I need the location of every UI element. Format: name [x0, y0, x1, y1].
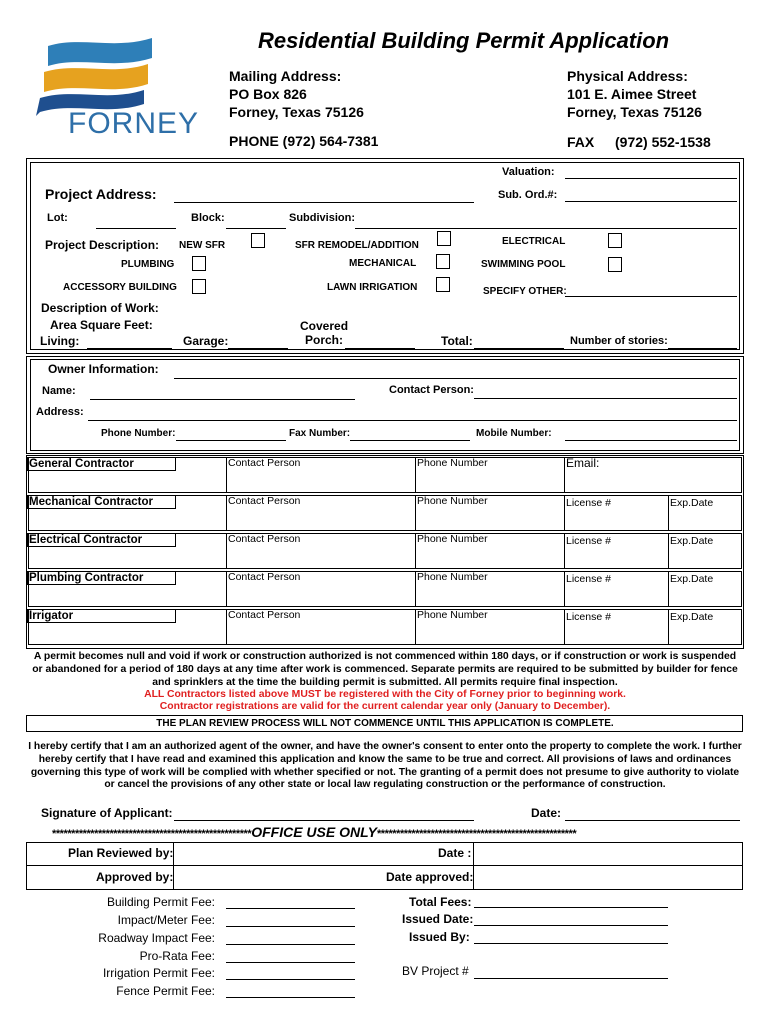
type-plumbing-label: PLUMBING — [121, 259, 175, 270]
area-sqft-label: Area Square Feet: — [50, 318, 153, 332]
sub-ord-label: Sub. Ord.#: — [498, 189, 558, 201]
fee-label: Impact/Meter Fee: — [117, 913, 215, 927]
fee-field[interactable] — [226, 997, 355, 998]
phone-number-label: Phone Number — [417, 457, 488, 469]
project-address-label: Project Address: — [45, 186, 157, 202]
owner-address-field[interactable] — [88, 420, 737, 421]
type-electrical-label: ELECTRICAL — [502, 236, 566, 247]
fee-label: Pro-Rata Fee: — [139, 949, 215, 963]
forney-logo — [30, 30, 215, 145]
issued-by-field[interactable] — [474, 943, 668, 944]
bv-project-field[interactable] — [474, 978, 668, 979]
total-fees-field[interactable] — [474, 907, 668, 908]
contact-person-label: Contact Person — [228, 609, 301, 621]
total-fees-label: Total Fees: — [409, 895, 472, 909]
page-title: Residential Building Permit Application — [258, 28, 670, 53]
type-lawn-irrigation-label: LAWN IRRIGATION — [327, 282, 418, 293]
plan-reviewed-label: Plan Reviewed by: — [68, 846, 174, 860]
lot-field[interactable] — [96, 228, 176, 229]
owner-mobile-label: Mobile Number: — [476, 428, 552, 439]
flag-icon — [36, 38, 152, 116]
fax-number: (972) 552-1538 — [615, 134, 711, 150]
type-mechanical-label: MECHANICAL — [349, 258, 417, 269]
exp-date-label: Exp.Date — [670, 535, 714, 547]
subdivision-label: Subdivision: — [289, 212, 355, 224]
date-approved-label: Date approved: — [386, 870, 474, 884]
phone-number-label: Phone Number — [417, 533, 488, 545]
office-table-divider — [26, 865, 743, 866]
fee-label: Fence Permit Fee: — [116, 984, 215, 998]
approved-label: Approved by: — [96, 870, 174, 884]
owner-contact-field[interactable] — [474, 398, 737, 399]
exp-date-label: Exp.Date — [670, 497, 714, 509]
null-void-notice: A permit becomes null and void if work or construction authorized is not commenced within 180 days, or if construction or work is suspended or abandoned for a period of 180 days at any time after work is commenced. Separate permits are required to be submitted by builder for fence and sprinklers at the time the building permit is submitted. All permits require final inspection. — [32, 651, 738, 688]
license-label: License # — [566, 497, 611, 509]
phone-number: PHONE (972) 564-7381 — [229, 133, 379, 149]
fee-label: Roadway Impact Fee: — [98, 931, 215, 945]
plan-review-notice: THE PLAN REVIEW PROCESS WILL NOT COMMENCE UNTIL THIS APPLICATION IS COMPLETE. — [156, 718, 614, 729]
contractor-type-label: Electrical Contractor — [27, 533, 176, 547]
issued-date-label: Issued Date: — [402, 912, 474, 926]
plumbing-checkbox[interactable] — [192, 256, 206, 271]
contractor-type-label: General Contractor — [27, 457, 176, 471]
owner-phone-label: Phone Number: — [101, 428, 176, 439]
office-banner-stars-right: **************************************************** — [376, 828, 577, 840]
type-specify-other-label: SPECIFY OTHER: — [483, 286, 567, 297]
fax-label: FAX — [567, 134, 595, 150]
contractor-type-label: Irrigator — [27, 609, 176, 623]
stories-label: Number of stories: — [570, 335, 668, 347]
contact-person-label: Contact Person — [228, 533, 301, 545]
physical-line2: Forney, Texas 75126 — [567, 104, 702, 120]
issued-date-field[interactable] — [474, 925, 668, 926]
owner-heading: Owner Information: — [48, 362, 159, 376]
accessory-checkbox[interactable] — [192, 279, 206, 294]
lawn-irrigation-checkbox[interactable] — [436, 277, 450, 292]
sub-ord-field[interactable] — [565, 201, 737, 202]
license-label: License # — [566, 611, 611, 623]
porch-label: Porch: — [305, 333, 344, 347]
logo-text: FORNEY — [68, 107, 200, 140]
work-description-label: Description of Work: — [41, 301, 159, 315]
valuation-field[interactable] — [565, 178, 737, 179]
type-swimming-pool-label: SWIMMING POOL — [481, 259, 566, 270]
block-field[interactable] — [226, 228, 286, 229]
owner-contact-label: Contact Person: — [389, 384, 474, 396]
email-label: Email: — [566, 456, 600, 470]
fee-field[interactable] — [226, 979, 355, 980]
fee-field[interactable] — [226, 926, 355, 927]
signature-label: Signature of Applicant: — [41, 806, 173, 820]
fee-label: Building Permit Fee: — [106, 895, 215, 909]
bv-project-label: BV Project # — [402, 964, 469, 978]
certification-text: I hereby certify that I am an authorized agent of the owner, and have the owner's consent to enter onto the property to complete the work. I further hereby certify that I have read and examined this application and know the same to be true and correct. All provisions of laws and ordinances governing this type of work will be complied with whether specified or not. The granting of a permit does not presume to give authority to violate or cancel the provisions of any other state or local law regulating construction or the performance of construction. — [28, 741, 742, 791]
specify-other-field[interactable] — [565, 296, 737, 297]
signature-field[interactable] — [174, 820, 474, 821]
project-address-field[interactable] — [174, 202, 474, 203]
owner-address-label: Address: — [36, 406, 84, 418]
mailing-line2: Forney, Texas 75126 — [229, 104, 364, 120]
contractor-type-label: Mechanical Contractor — [27, 495, 176, 509]
owner-fax-field[interactable] — [350, 440, 470, 441]
stories-field[interactable] — [668, 348, 737, 349]
type-new-sfr-label: NEW SFR — [179, 240, 226, 251]
exp-date-label: Exp.Date — [670, 573, 714, 585]
office-banner-text: OFFICE USE ONLY — [251, 824, 377, 840]
sfr-remodel-checkbox[interactable] — [437, 231, 451, 246]
fee-field[interactable] — [226, 944, 355, 945]
living-field[interactable] — [87, 348, 172, 349]
valuation-label: Valuation: — [502, 166, 555, 178]
office-banner — [52, 824, 576, 840]
contractor-type-label: Plumbing Contractor — [27, 571, 176, 585]
phone-number-label: Phone Number — [417, 495, 488, 507]
lot-label: Lot: — [47, 212, 68, 224]
covered-label: Covered — [300, 319, 349, 333]
issued-by-label: Issued By: — [409, 930, 470, 944]
mailing-label: Mailing Address: — [229, 68, 342, 84]
porch-field[interactable] — [345, 348, 415, 349]
owner-name-label: Name: — [42, 385, 76, 397]
fee-field[interactable] — [226, 908, 355, 909]
registration-notice: ALL Contractors listed above MUST be registered with the City of Forney prior to beginning work. — [144, 689, 626, 700]
new-sfr-checkbox[interactable] — [251, 233, 265, 248]
contact-person-label: Contact Person — [228, 457, 301, 469]
phone-number-label: Phone Number — [417, 609, 488, 621]
type-sfr-remodel-label: SFR REMODEL/ADDITION — [295, 240, 419, 251]
mechanical-checkbox[interactable] — [436, 254, 450, 269]
total-label: Total: — [441, 334, 473, 348]
physical-label: Physical Address: — [567, 68, 688, 84]
owner-name-field[interactable] — [90, 399, 355, 400]
license-label: License # — [566, 535, 611, 547]
exp-date-label: Exp.Date — [670, 611, 714, 623]
physical-line1: 101 E. Aimee Street — [567, 86, 697, 102]
subdivision-field[interactable] — [355, 228, 737, 229]
living-label: Living: — [40, 334, 80, 348]
garage-field[interactable] — [228, 348, 288, 349]
owner-heading-field[interactable] — [174, 378, 737, 379]
swimming-pool-checkbox[interactable] — [608, 257, 622, 272]
owner-phone-field[interactable] — [176, 440, 286, 441]
office-date-label: Date : — [438, 846, 472, 860]
office-banner-stars-left: **************************************************** — [52, 828, 252, 840]
fee-label: Irrigation Permit Fee: — [102, 966, 215, 980]
project-description-label: Project Description: — [45, 238, 160, 252]
fee-field[interactable] — [226, 962, 355, 963]
garage-label: Garage: — [183, 334, 229, 348]
contact-person-label: Contact Person — [228, 571, 301, 583]
owner-fax-label: Fax Number: — [289, 428, 351, 439]
signature-date-field[interactable] — [565, 820, 740, 821]
phone-number-label: Phone Number — [417, 571, 488, 583]
registration-validity-notice: Contractor registrations are valid for the current calendar year only (January to December). — [159, 701, 611, 712]
block-label: Block: — [191, 212, 225, 224]
type-accessory-label: ACCESSORY BUILDING — [63, 282, 177, 293]
owner-mobile-field[interactable] — [565, 440, 737, 441]
license-label: License # — [566, 573, 611, 585]
electrical-checkbox[interactable] — [608, 233, 622, 248]
contact-person-label: Contact Person — [228, 495, 301, 507]
total-field[interactable] — [474, 348, 564, 349]
signature-date-label: Date: — [531, 806, 562, 820]
mailing-line1: PO Box 826 — [229, 86, 307, 102]
